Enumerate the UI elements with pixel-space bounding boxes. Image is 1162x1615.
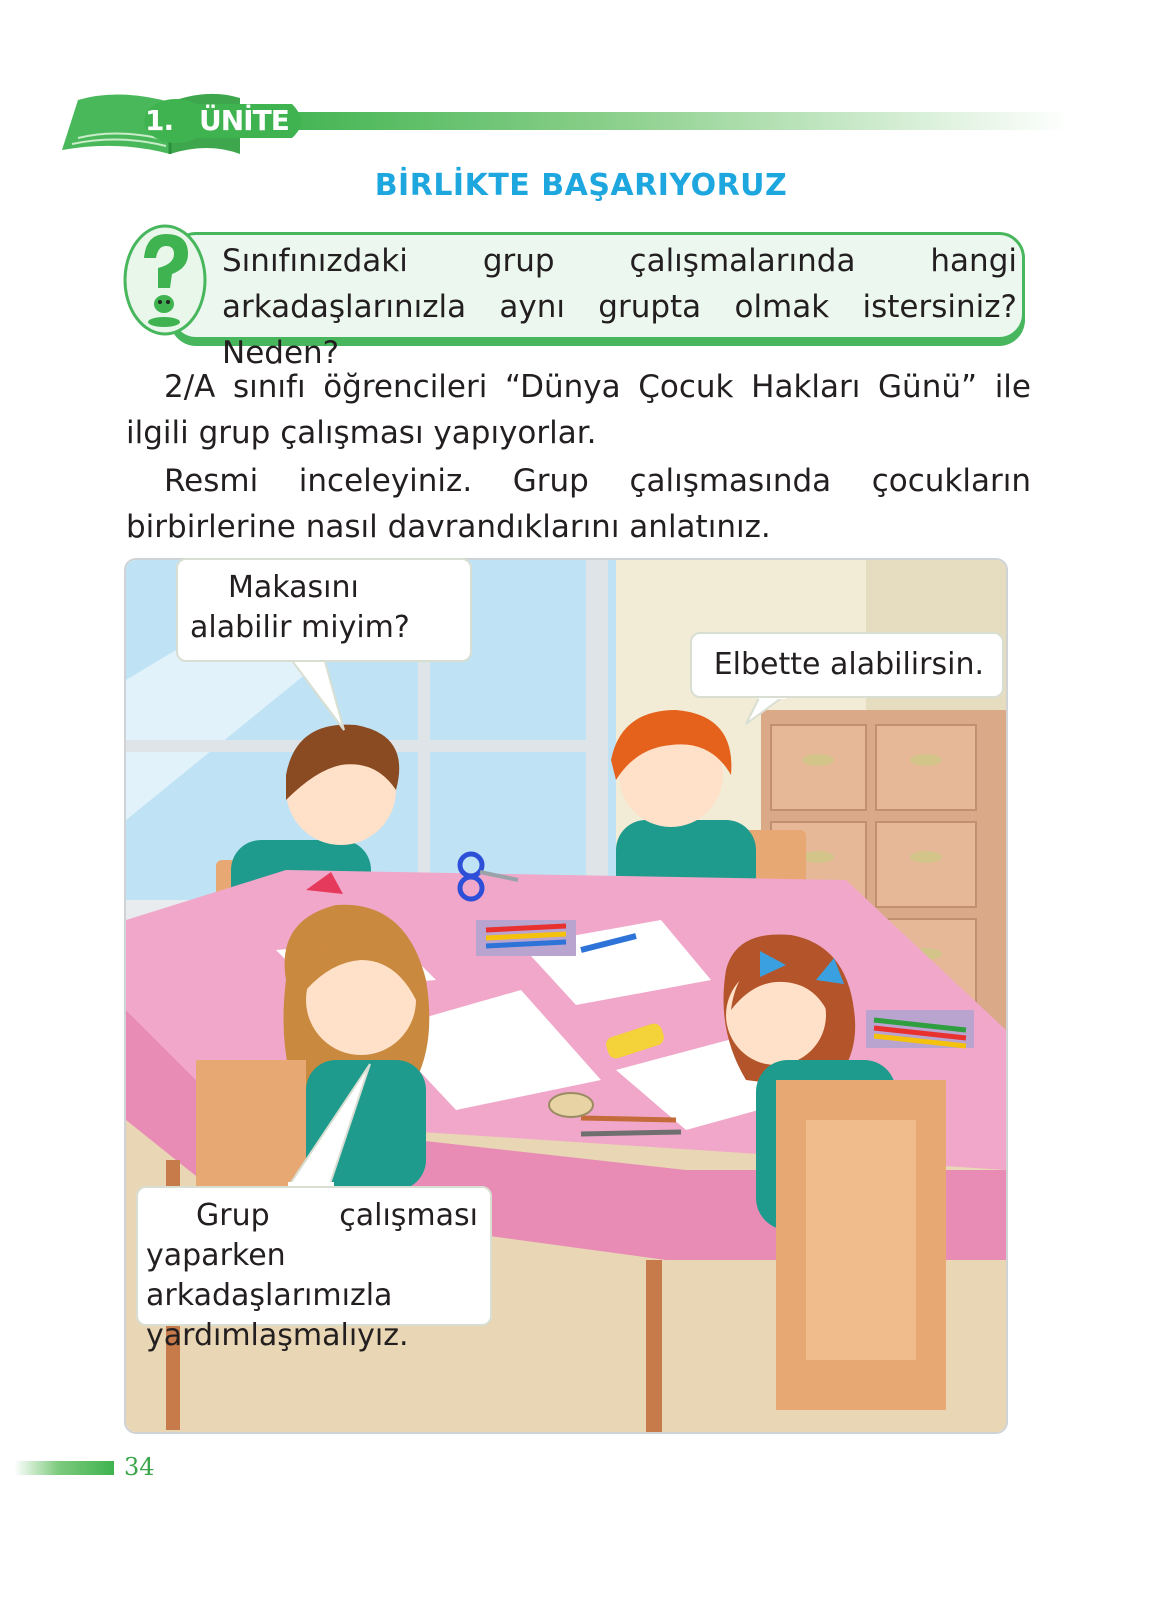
- page-title: BİRLİKTE BAŞARIYORUZ: [374, 168, 788, 203]
- intro-paragraph: 2/A sınıfı öğrencileri “Dünya Çocuk Hakları Günü” ile ilgili grup çalışması yapıyorlar.: [126, 369, 1031, 451]
- question-mark-mascot-icon: [120, 222, 210, 338]
- question-text: Sınıfınızdaki grup çalışmalarında hangi arkadaşlarınızla aynı grupta olmak istersiniz? Neden?: [222, 243, 1017, 371]
- page-number: 34: [124, 1453, 155, 1481]
- bubble-tail: [290, 654, 360, 734]
- unit-header-bar: [270, 112, 1070, 130]
- unit-label: ÜNİTE: [199, 104, 289, 137]
- speech-bubble-scissors-request: Makasını alabilir miyim?: [176, 558, 472, 662]
- speech-bubble-group-work: Grup çalışması yaparken arkadaşlarımızla yardımlaşmalıyız.: [136, 1186, 492, 1326]
- footer-bar: [14, 1461, 114, 1475]
- bubble-tail: [740, 694, 790, 728]
- unit-number: 1.: [145, 104, 174, 137]
- speech-bubble-answer: Elbette alabilirsin.: [690, 632, 1004, 698]
- instruction-paragraph: Resmi inceleyiniz. Grup çalışmasında çocukların birbirlerine nasıl davrandıklarını anlatınız.: [126, 463, 1031, 545]
- bubble-tail: [270, 1060, 380, 1190]
